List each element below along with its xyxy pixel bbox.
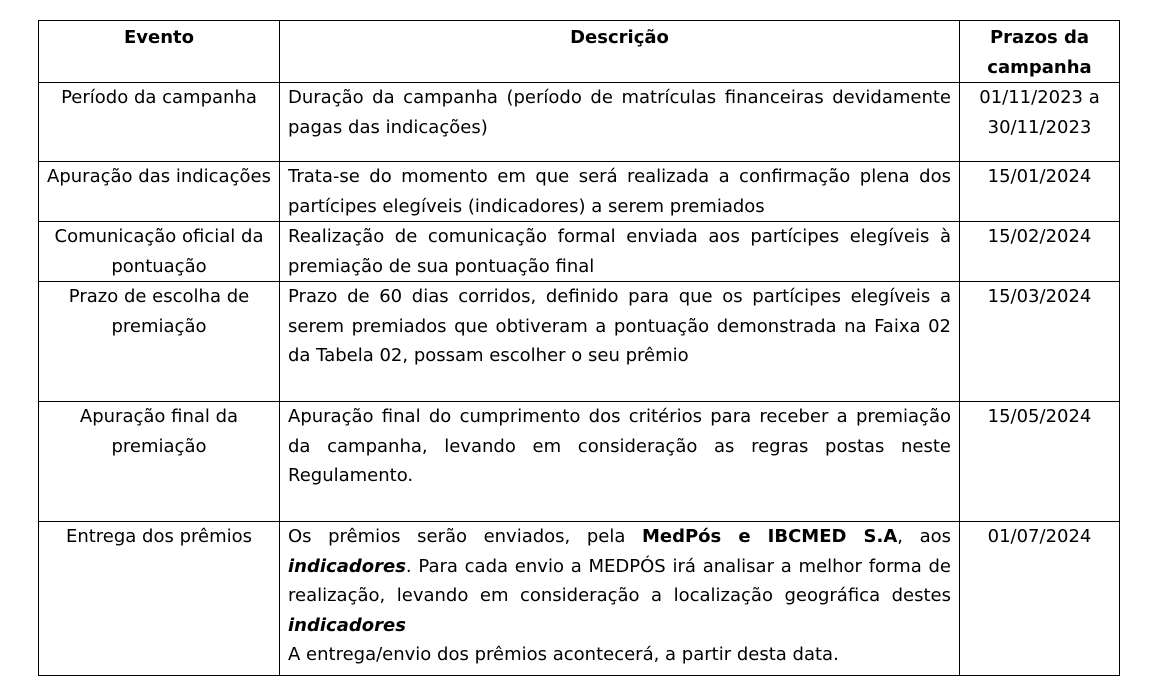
event-cell: Prazo de escolha de premiação <box>39 282 280 402</box>
delivery-text-part: , aos <box>897 526 952 547</box>
company-name: MedPós e IBCMED S.A <box>641 526 898 547</box>
event-cell: Período da campanha <box>39 83 280 162</box>
delivery-text-part: Os prêmios serão enviados, pela <box>288 526 642 547</box>
deadline-cell: 15/02/2024 <box>960 222 1120 282</box>
description-cell: Trata-se do momento em que será realizada a confirmação plena dos partícipes elegíveis (indicadores) a serem premiados <box>280 162 960 222</box>
table-row <box>39 162 1120 222</box>
table-row <box>39 83 1120 162</box>
delivery-text-part: . Para cada envio a MEDPÓS irá analisar a melhor forma de realização, levando em consideração a localização geográfica destes <box>288 555 951 606</box>
delivery-paragraph <box>288 522 951 640</box>
deadline-cell: 15/01/2024 <box>960 162 1120 222</box>
table-row <box>39 222 1120 282</box>
description-cell: Realização de comunicação formal enviada aos partícipes elegíveis à premiação de sua pontuação final <box>280 222 960 282</box>
header-event: Evento <box>39 21 280 83</box>
deadline-cell: 01/07/2024 <box>960 522 1120 676</box>
deadline-cell <box>960 83 1120 162</box>
table-header-row <box>39 21 1120 83</box>
description-cell: Apuração final do cumprimento dos critérios para receber a premiação da campanha, levando em consideração as regras postas neste Regulamento. <box>280 402 960 522</box>
delivery-date-note: A entrega/envio dos prêmios acontecerá, a partir desta data. <box>288 644 839 665</box>
event-cell: Comunicação oficial da pontuação <box>39 222 280 282</box>
deadline-line1: 01/11/2023 a <box>979 87 1100 108</box>
description-cell: Prazo de 60 dias corridos, definido para que os partícipes elegíveis a serem premiados que obtiveram a pontuação demonstrada na Faixa 02 da Tabela 02, possam escolher o seu prêmio <box>280 282 960 402</box>
header-description: Descrição <box>280 21 960 83</box>
event-cell: Apuração final da premiação <box>39 402 280 522</box>
description-cell: Duração da campanha (período de matrículas financeiras devidamente pagas das indicações) <box>280 83 960 162</box>
table-row <box>39 282 1120 402</box>
event-cell: Apuração das indicações <box>39 162 280 222</box>
deadline-cell: 15/05/2024 <box>960 402 1120 522</box>
description-cell <box>280 522 960 676</box>
indicadores-emphasis: indicadores <box>288 614 406 636</box>
header-deadline <box>960 21 1120 83</box>
table-row <box>39 522 1120 676</box>
header-deadline-line1: Prazos da <box>989 27 1090 48</box>
indicadores-emphasis: indicadores <box>288 555 406 577</box>
event-cell: Entrega dos prêmios <box>39 522 280 676</box>
deadline-cell: 15/03/2024 <box>960 282 1120 402</box>
deadline-line2: 30/11/2023 <box>987 116 1092 138</box>
table-row <box>39 402 1120 522</box>
schedule-table <box>38 20 1120 676</box>
header-deadline-line2: campanha <box>987 56 1092 78</box>
